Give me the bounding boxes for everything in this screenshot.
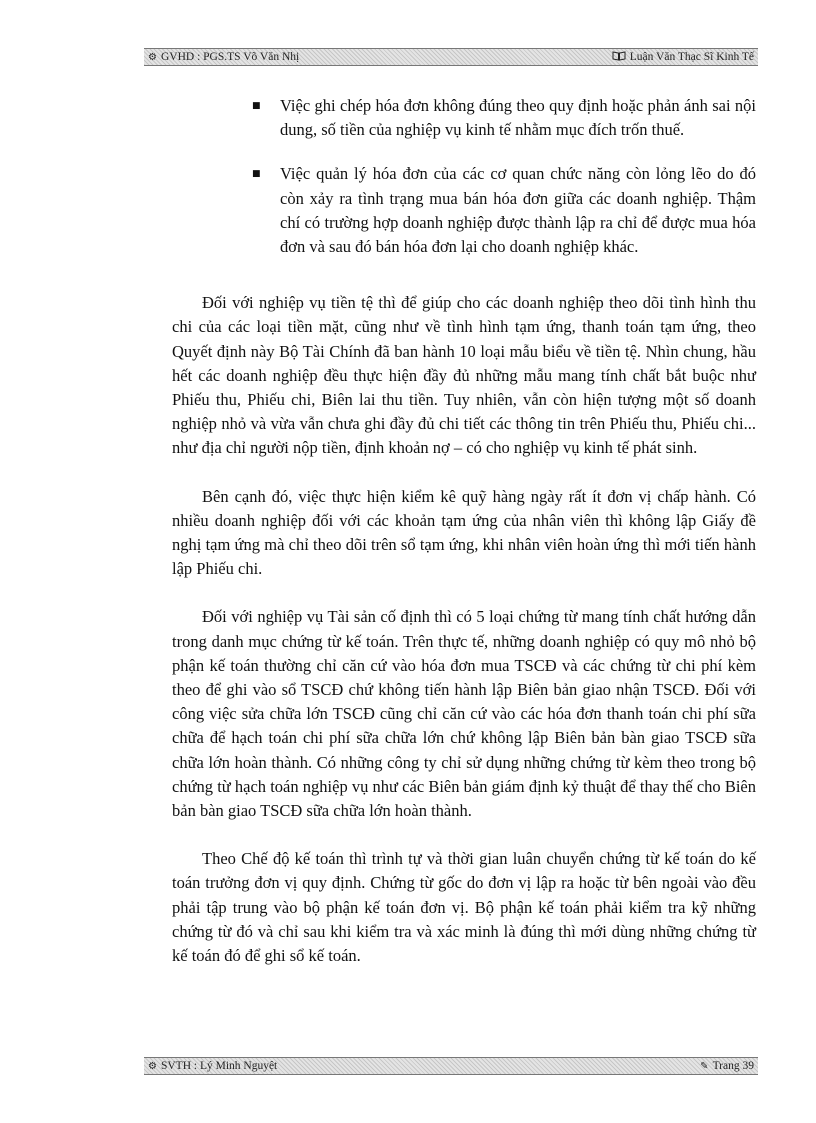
settings-gear-icon: ⚙ — [148, 1060, 157, 1072]
settings-gear-icon: ⚙ — [148, 51, 157, 63]
list-item-text: Việc quản lý hóa đơn của các cơ quan chức năng còn lỏng lẽo do đó còn xảy ra tình trạng mua bán hóa đơn giữa các doanh nghiệp. Thậm chí có trường hợp doanh nghiệp được thành lập ra chỉ để được mua hóa đơn và sau đó bán hóa đơn lại cho doanh nghiệp khác. — [280, 164, 756, 257]
list-item — [172, 94, 756, 142]
footer-right — [700, 1060, 754, 1072]
footer-student: SVTH : Lý Minh Nguyệt — [160, 1060, 278, 1072]
pen-icon: ✎ — [700, 1060, 709, 1072]
page-header — [144, 48, 758, 66]
square-bullet-icon: ■ — [252, 169, 261, 180]
page-footer — [144, 1057, 758, 1075]
page-body — [172, 94, 756, 992]
header-thesis-title: Luận Văn Thạc Sĩ Kinh Tế — [629, 51, 754, 63]
list-item — [172, 162, 756, 259]
bullet-list — [172, 94, 756, 259]
paragraph: Đối với nghiệp vụ Tài sản cố định thì có 5 loại chứng từ mang tính chất hướng dẫn trong danh mục chứng từ kế toán. Trên thực tế, những doanh nghiệp có quy mô nhỏ bộ phận kế toán thường chỉ căn cứ vào hóa đơn mua TSCĐ và các chứng từ chi phí kèm theo để ghi vào sổ TSCĐ chứ không tiến hành lập Biên bản giao nhận TSCĐ. Đối với công việc sửa chữa lớn TSCĐ cũng chỉ căn cứ vào các hóa đơn thanh toán chi phí sữa chữa để hạch toán chi phí sữa chữa lớn chứ không lập Biên bản bàn giao TSCĐ sữa chữa lớn hoàn thành. Có những công ty chỉ sử dụng những chứng từ kèm theo trong bộ chứng từ hạch toán nghiệp vụ như các Biên bản giám định kỷ thuật để thay thế cho Biên bản bàn giao TSCĐ sữa chữa lớn hoàn thành. — [172, 607, 756, 821]
list-item-text: Việc ghi chép hóa đơn không đúng theo quy định hoặc phản ánh sai nội dung, số tiền của nghiệp vụ kinh tế nhằm mục đích trốn thuế. — [280, 96, 756, 140]
page-number: Trang 39 — [712, 1060, 754, 1072]
footer-left — [148, 1060, 277, 1072]
open-book-icon — [612, 51, 626, 64]
header-left — [148, 51, 299, 63]
header-right — [612, 51, 754, 64]
paragraph: Bên cạnh đó, việc thực hiện kiểm kê quỹ hàng ngày rất ít đơn vị chấp hành. Có nhiều doanh nghiệp đối với các khoản tạm ứng của nhân viên thì không lập Giấy đề nghị tạm ứng mà chỉ theo dõi trên sổ tạm ứng, khi nhân viên hoàn ứng thì mới tiến hành lập Phiếu chi. — [172, 486, 756, 579]
paragraph: Theo Chế độ kế toán thì trình tự và thời gian luân chuyển chứng từ kế toán do kế toán trưởng đơn vị quy định. Chứng từ gốc do đơn vị lập ra hoặc từ bên ngoài vào đều phải tập trung vào bộ phận kế toán đơn vị. Bộ phận kế toán phải kiểm tra kỹ những chứng từ đó và chỉ sau khi kiểm tra và xác minh là đúng thì mới dùng những chứng từ kế toán đó để ghi sổ kế toán. — [172, 849, 756, 966]
square-bullet-icon: ■ — [252, 101, 261, 111]
paragraph: Đối với nghiệp vụ tiền tệ thì để giúp cho các doanh nghiệp theo dõi tình hình thu chi của các loại tiền mặt, cũng như về tình hình tạm ứng, thanh toán tạm ứng, theo Quyết định này Bộ Tài Chính đã ban hành 10 loại mẫu biểu về tiền tệ. Nhìn chung, hầu hết các doanh nghiệp đều thực hiện đầy đủ những mẫu mang tính chất bắt buộc như Phiếu thu, Phiếu chi, Biên lai thu tiền. Tuy nhiên, vẫn còn hiện tượng một số doanh nghiệp nhỏ và vừa vẫn chưa ghi đầy đủ chi tiết các thông tin trên Phiếu thu, Phiếu chi... như địa chỉ người nộp tiền, định khoản nợ – có cho nghiệp vụ kinh tế phát sinh. — [172, 293, 756, 458]
header-advisor: GVHD : PGS.TS Võ Văn Nhị — [160, 51, 300, 63]
